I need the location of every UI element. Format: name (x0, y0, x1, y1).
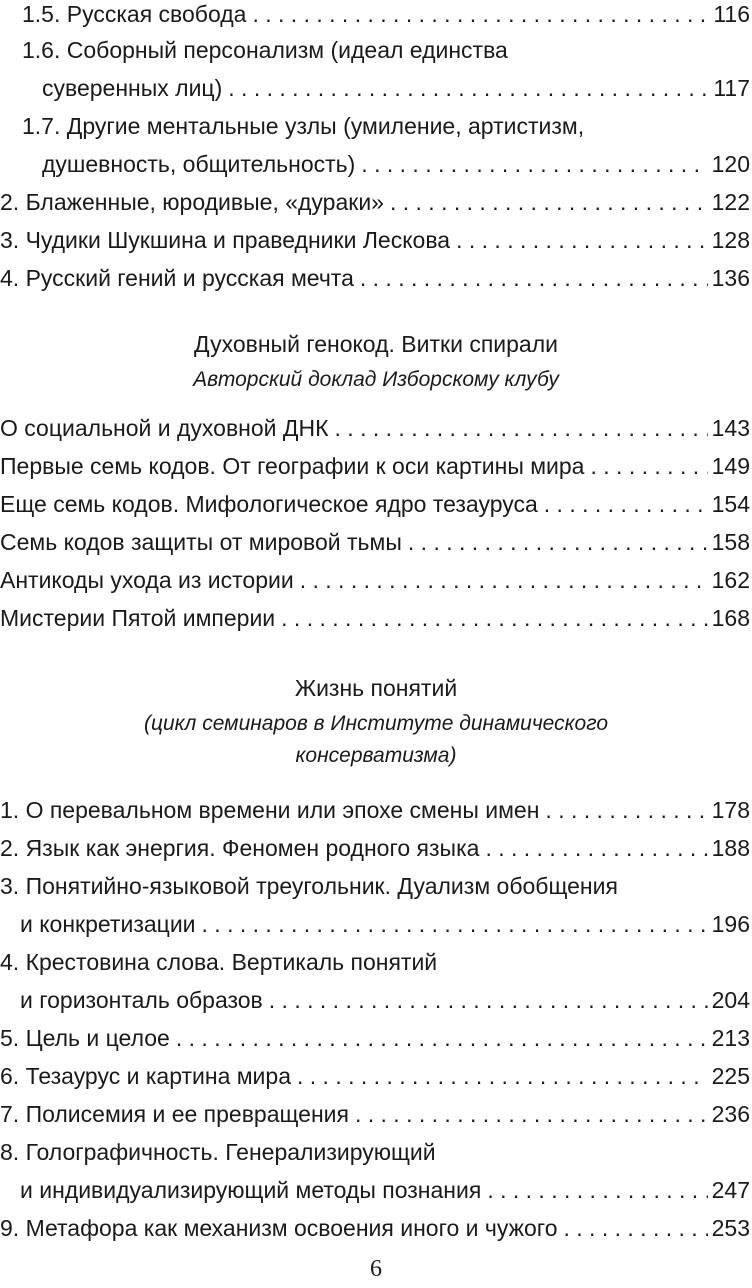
dot-leader (545, 796, 707, 824)
toc-entry (0, 826, 750, 862)
toc-entry (0, 902, 750, 938)
toc-entry-page: 117 (713, 75, 750, 101)
toc-entry-title: Мистерии Пятой империи (0, 605, 276, 631)
toc-entry-page: 247 (711, 1177, 750, 1203)
dot-leader (485, 834, 707, 862)
toc-entry-title-cont: и индивидуализирующий методы познания (20, 1177, 482, 1203)
toc-entry-line1 (0, 864, 750, 900)
toc-entry-title: 1.5. Русская свобода (22, 1, 247, 27)
dot-leader (390, 188, 708, 216)
toc-entry (0, 788, 750, 824)
toc-entry-title: 3. Чудики Шукшина и праведники Лескова (0, 227, 451, 253)
toc-entry-title-cont: и горизонталь образов (20, 987, 263, 1013)
toc-entry (0, 218, 750, 254)
toc-entry (0, 406, 750, 442)
toc-entry-page: 120 (711, 151, 750, 177)
toc-entry (0, 142, 750, 178)
toc-entry-title: 9. Метафора как механизм освоения иного и чужого (0, 1215, 558, 1241)
toc-entry-page: 225 (711, 1063, 750, 1089)
toc-entry-page: 204 (711, 987, 750, 1013)
toc-entry-page: 149 (711, 453, 750, 479)
toc-entry-title: 8. Голографичность. Генерализирующий (0, 1139, 436, 1165)
toc-entry-page: 213 (711, 1025, 750, 1051)
toc-entry-title: Еще семь кодов. Мифологическое ядро тезауруса (0, 491, 538, 517)
dot-leader (590, 452, 707, 480)
toc-entry-title: 6. Тезаурус и картина мира (0, 1063, 291, 1089)
section-subtitle: Авторский доклад Изборскому клубу (193, 368, 559, 391)
toc-entry-line1 (0, 940, 750, 976)
toc-entry (0, 558, 750, 594)
toc-entry-page: 136 (711, 265, 750, 291)
toc-entry (0, 1168, 750, 1204)
toc-entry-page: 162 (711, 567, 750, 593)
dot-leader (456, 226, 708, 254)
toc-entry-line1 (0, 28, 750, 64)
dot-leader (228, 74, 709, 102)
toc-entry-page: 154 (711, 491, 750, 517)
toc-entry (0, 1016, 750, 1052)
toc-entry (0, 444, 750, 480)
toc-entry (0, 520, 750, 556)
dot-leader (269, 986, 708, 1014)
toc-entry-title-cont: суверенных лиц) (42, 75, 223, 101)
toc-entry-title: 5. Цель и целое (0, 1025, 170, 1051)
toc-entry-title: 4. Крестовина слова. Вертикаль понятий (0, 949, 438, 975)
toc-entry-page: 196 (711, 911, 750, 937)
toc-entry (0, 1206, 750, 1242)
toc-entry (0, 596, 750, 632)
dot-leader (335, 414, 708, 442)
dot-leader (300, 566, 708, 594)
toc-entry-title: 2. Блаженные, юродивые, «дураки» (0, 189, 384, 215)
toc-entry-page: 143 (711, 415, 750, 441)
toc-entry-page: 128 (711, 227, 750, 253)
toc-entry (0, 0, 750, 28)
dot-leader (563, 1214, 707, 1242)
dot-leader (360, 264, 708, 292)
dot-leader (281, 604, 707, 632)
toc-entry (0, 180, 750, 216)
dot-leader (297, 1062, 708, 1090)
toc-entry-title: Первые семь кодов. От географии к оси картины мира (0, 453, 585, 479)
toc-entry-title: 2. Язык как энергия. Феномен родного языка (0, 835, 480, 861)
toc-entry (0, 978, 750, 1014)
toc-entry-title-cont: и конкретизации (20, 911, 196, 937)
toc-entry-page: 253 (711, 1215, 750, 1241)
toc-entry-page: 178 (711, 797, 750, 823)
toc-entry-title: 4. Русский гений и русская мечта (0, 265, 354, 291)
toc-entry (0, 482, 750, 518)
toc-entry-title: 7. Полисемия и ее превращения (0, 1101, 349, 1127)
dot-leader (408, 528, 708, 556)
toc-entry-line1 (0, 1130, 750, 1166)
toc-entry-page: 158 (711, 529, 750, 555)
toc-entry (0, 1054, 750, 1090)
toc-entry-title: 1.7. Другие ментальные узлы (умиление, артистизм, (22, 113, 585, 139)
toc-entry-page: 188 (711, 835, 750, 861)
dot-leader (544, 490, 708, 518)
page-number: 6 (370, 1256, 382, 1282)
toc-entry-title: О социальной и духовной ДНК (0, 415, 329, 441)
dot-leader (361, 150, 707, 178)
section-subtitle: (цикл семинаров в Институте динамического (143, 712, 609, 735)
toc-entry-title: Семь кодов защиты от мировой тьмы (0, 529, 402, 555)
section-title: Жизнь понятий (294, 675, 458, 701)
dot-leader (487, 1176, 707, 1204)
toc-entry-title: 1. О перевальном времени или эпохе смены имен (0, 797, 540, 823)
toc-entry-page: 116 (713, 1, 750, 27)
toc-entry-page: 122 (711, 189, 750, 215)
toc-entry (0, 256, 750, 292)
dot-leader (252, 0, 709, 28)
dot-leader (202, 910, 708, 938)
toc-entry-page: 236 (711, 1101, 750, 1127)
dot-leader (176, 1024, 708, 1052)
toc-entry-line1 (0, 104, 750, 140)
toc-entry (0, 1092, 750, 1128)
toc-entry (0, 66, 750, 102)
toc-entry-title-cont: душевность, общительность) (42, 151, 356, 177)
section-subtitle-cont: консерватизма) (295, 744, 457, 767)
toc-entry-page: 168 (711, 605, 750, 631)
toc-entry-title: Антикоды ухода из истории (0, 567, 294, 593)
toc-entry-title: 3. Понятийно-языковой треугольник. Дуализм обобщения (0, 873, 618, 899)
section-title: Духовный генокод. Витки спирали (194, 331, 558, 357)
dot-leader (355, 1100, 708, 1128)
toc-entry-title: 1.6. Соборный персонализм (идеал единства (22, 37, 508, 63)
